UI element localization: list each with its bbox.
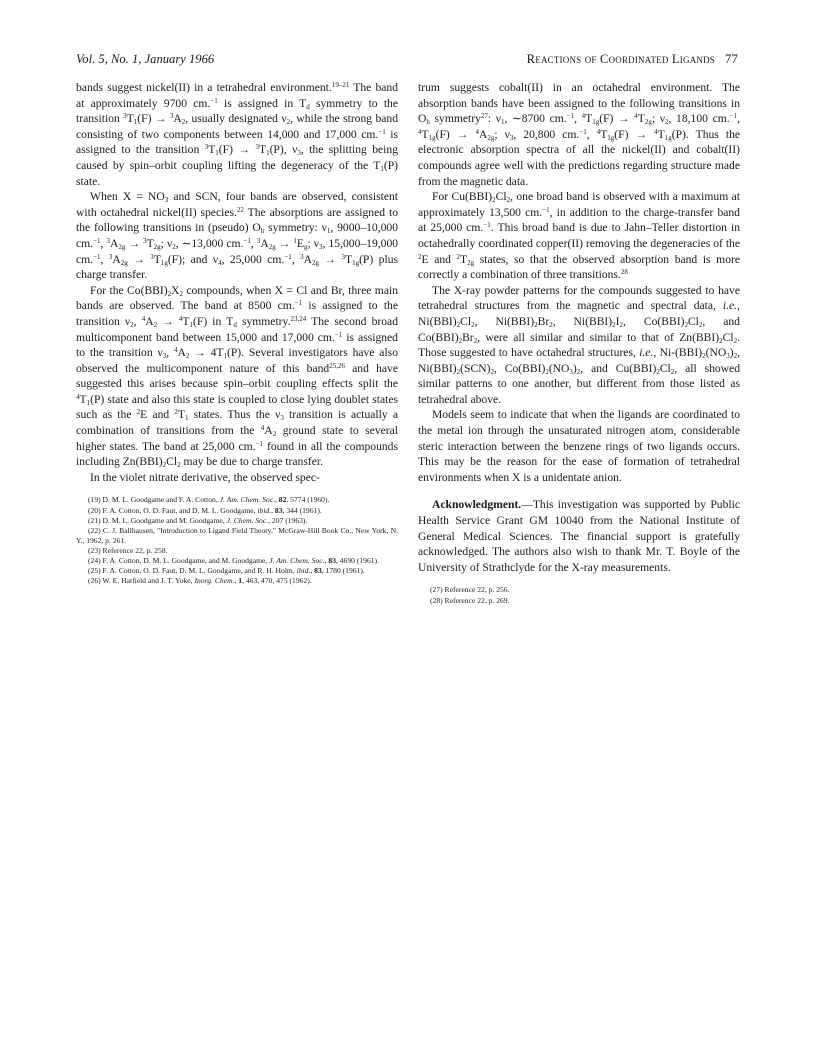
footnote-23: (23) Reference 22, p. 258. — [88, 545, 168, 555]
footnote-20: (20) F. A. Cotton, O. D. Faut, and D. M. L. Goodgame, ibid., 83, 344 (1961). — [88, 505, 322, 515]
paragraph-copper-band: For $Cu(BBI)_2Cl_2$, one broad band is observed with a maximum at approximately 13,500 cm.$^{-1}$, in addition to the charge-transfer band at 25,000 cm.$^{-1}$. This broad band is due to Jahn–Teller distortion in octahedrally coordinated copper(II) removing the degeneracies of the $^2$E and $^2T_{2g}$ states, so that the observed absorption band is more correctly a combination of three transitions.$^{28}$ — [418, 190, 740, 282]
acknowledgment: Acknowledgment.—This investigation was supported by Public Health Service Grant GM 10040 from the National Institute of General Medical Sciences. The financial support is gratefully acknowledged. The authors also wish to thank Mr. T. Boyle of the University of Strathclyde for the X-ray measurements. — [418, 498, 740, 574]
paragraph-models: Models seem to indicate that when the ligands are coordinated to the metal ion through the unsaturated nitrogen atom, considerable steric interaction between the benzene rings of two ligands occurs. This may be the reason for the ease of formation of tetrahedral environments when X is a unidentate anion. — [418, 408, 740, 484]
footnote-27: (27) Reference 22, p. 256. — [430, 585, 510, 595]
running-title-and-page — [527, 52, 738, 67]
paragraph-violet-nitrate: In the violet nitrate derivative, the observed spec- — [90, 470, 320, 484]
paragraph-octahedral-nickel: When $X = NO_3$ and SCN, four bands are observed, consistent with octahedral nickel(II) species.$^{22}$ The absorptions are assigned to the following transitions in (pseudo) $O_h$ symmetry: $\nu_1$, 9000–10,000 cm.$^{-1}$, $^3A_{2g} \to ^3T_{2g}$; $\nu_2$, ∼13,000 cm.$^{-1}$, $^3A_{2g} \to ^1E_g$; $\nu_3$, 15,000–19,000 cm.$^{-1}$, $^3A_{2g} \to ^3T_{1g}(F)$; and $\nu_4$, 25,000 cm.$^{-1}$, $^3A_{2g} \to ^3T_{1g}(P)$ plus charge transfer. — [76, 190, 399, 282]
paragraph-xray-powder: The X-ray powder patterns for the compounds suggested to have tetrahedral structures from the magnetic and spectral data, i.e., $Ni(BBI)_2Cl_2$, $Ni(BBI)_2Br_2$, $Ni(BBI)_2I_2$, $Co(BBI)_2Cl_2$, and $Co(BBI)_2Br_2$, were all similar and similar to that of $Zn(BBI)_2Cl_2$. Those suggested to have octahedral structures, i.e., $Ni-(BBI)_2(NO_3)_2$, $Ni(BBI)_2(SCN)_2$, $Co(BBI)_2(NO_3)_2$, and $Cu(BBI)_2Cl_2$, all showed similar patterns to one another, but different from those listed as tetrahedral above. — [418, 283, 740, 406]
footnote-21: (21) D. M. L. Goodgame and M. Goodgame, J. Chem. Soc., 207 (1963). — [88, 515, 308, 525]
acknowledgment-heading: Acknowledgment. — [432, 498, 522, 512]
left-column — [76, 80, 398, 586]
footnotes-right — [418, 585, 740, 605]
right-column — [418, 80, 740, 606]
footnotes-left — [76, 495, 398, 586]
footnote-22: (22) C. J. Ballhausen, "Introduction to Ligand Field Theory," McGraw-Hill Book Co., New York, N. Y., 1962, p. 261. — [76, 525, 398, 545]
footnote-25: (25) F. A. Cotton, O. D. Faut, D. M. L. Goodgame, and R. H. Holm, ibid., 83, 1780 (1961). — [88, 566, 365, 576]
page-number: 77 — [725, 52, 738, 66]
running-header — [0, 52, 816, 72]
footnote-24: (24) F. A. Cotton, D. M. L. Goodgame, and M. Goodgame, J. Am. Chem. Soc., 83, 4690 (1961). — [88, 556, 379, 565]
paragraph-cobalt-bands: For the $Co(BBI)_2X_2$ compounds, when X = Cl and Br, three main bands are observed. The band at 8500 cm.$^{-1}$ is assigned to the transition $\nu_2$, $^4A_2 \to ^4T_1(F)$ in $T_d$ symmetry.$^{23,24}$ The second broad multicomponent band between 15,000 and 17,000 cm.$^{-1}$ is assigned to the transition $\nu_3$, $^4A_2 \to 4T_1(P)$. Several investigators have also observed the multicomponent nature of this band$^{25,26}$ and have suggested this arises because spin–orbit coupling effects split the $^4T_1(P)$ state and also this state is coupled to close lying doublet states such as the $^2$E and $^2T_1$ states. Thus the $\nu_3$ transition is actually a combination of transitions from the $^4A_2$ ground state to several higher states. The band at 25,000 cm.$^{-1}$ found in all the compounds including $Zn(BBI)_2Cl_2$ may be due to charge transfer. — [76, 283, 399, 470]
footnote-28: (28) Reference 22, p. 269. — [430, 595, 510, 605]
paragraph-cobalt-octahedral: trum suggests cobalt(II) in an octahedral environment. The absorption bands have been assigned to the following transitions in $O_h$ symmetry$^{27}$: $\nu_1$, ∼8700 cm.$^{-1}$, $^4T_{1g}(F) \to ^4T_{2g}$; $\nu_2$, 18,100 cm.$^{-1}$, $^4T_{1g}(F) \to ^4A_{2g}$; $\nu_3$, 20,800 cm.$^{-1}$, $^4T_{1g}(F) \to ^4T_{1g}(P)$. Thus the electronic absorption spectra of all the nickel(II) and cobalt(II) compounds agree well with the predictions regarding structure made from the magnetic data. — [418, 81, 741, 188]
footnote-19: (19) D. M. L. Goodgame and F. A. Cotton, J. Am. Chem. Soc., 82, 5774 (1960). — [88, 495, 330, 505]
footnote-26: (26) W. E. Hatfield and J. T. Yoke, Inorg. Chem., 1, 463, 470, 475 (1962). — [88, 576, 312, 586]
journal-volume-issue: Vol. 5, No. 1, January 1966 — [76, 52, 215, 66]
running-title: Reactions of Coordinated Ligands — [526, 52, 715, 66]
paragraph-nickel-tetrahedral-bands: bands suggest nickel(II) in a tetrahedral environment.$^{19-21}$ The band at approximately 9700 cm.$^{-1}$ is assigned in $T_d$ symmetry to the transition $^3T_1(F) \to ^3A_2$, usually designated $\nu_2$, while the strong band consisting of two components between 14,000 and 17,000 cm.$^{-1}$ is assigned to the transition $^3T_1(F) \to ^3T_1(P)$, $\nu_3$, the splitting being caused by spin–orbit coupling lifting the degeneracy of the $T_1(P)$ state. — [76, 81, 399, 188]
